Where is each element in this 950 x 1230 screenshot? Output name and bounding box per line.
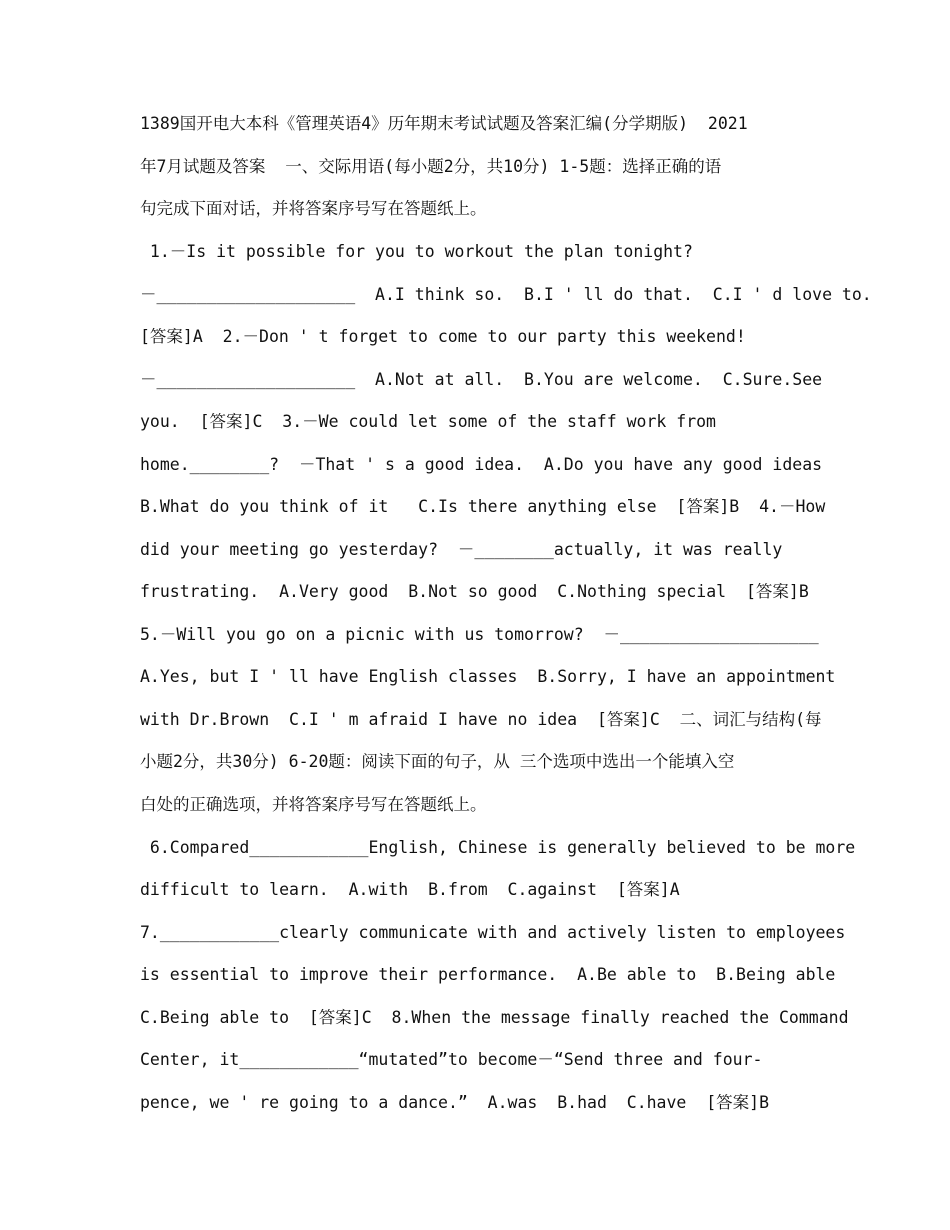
text-line: －____________________ A.Not at all. B.You are welcome. C.Sure.See: [140, 370, 823, 389]
text-line: 小题2分，共30分) 6-20题：阅读下面的句子，从 三个选项中选出一个能填入空: [140, 752, 735, 771]
text-line: C.Being able to [答案]C 8.When the message finally reached the Command: [140, 1008, 849, 1027]
text-line: 1389国开电大本科《管理英语4》历年期末考试试题及答案汇编(分学期版) 2021: [140, 114, 748, 133]
text-line: difficult to learn. A.with B.from C.against [答案]A: [140, 880, 680, 899]
text-line: did your meeting go yesterday? －________actually, it was really: [140, 540, 783, 559]
text-line: with Dr.Brown C.I ' m afraid I have no idea [答案]C 二、词汇与结构(每: [140, 710, 822, 729]
text-line: [答案]A 2.－Don ' t forget to come to our party this weekend!: [140, 327, 746, 346]
text-line: 7.____________clearly communicate with and actively listen to employees: [140, 923, 846, 942]
text-line: 句完成下面对话，并将答案序号写在答题纸上。: [140, 199, 487, 218]
text-line: 年7月试题及答案 一、交际用语(每小题2分，共10分) 1-5题：选择正确的语: [140, 157, 722, 176]
text-line: 白处的正确选项，并将答案序号写在答题纸上。: [140, 795, 487, 814]
text-line: you. [答案]C 3.－We could let some of the staff work from: [140, 412, 716, 431]
text-line: B.What do you think of it C.Is there anything else [答案]B 4.－How: [140, 497, 826, 516]
text-line: home.________? －That ' s a good idea. A.Do you have any good ideas: [140, 455, 823, 474]
text-line: 6.Compared____________English, Chinese is generally believed to be more: [140, 838, 856, 857]
text-line: 1.－Is it possible for you to workout the plan tonight?: [140, 242, 693, 261]
text-line: A.Yes, but I ' ll have English classes B.Sorry, I have an appointment: [140, 667, 836, 686]
text-line: pence, we ' re going to a dance.” A.was B.had C.have [答案]B: [140, 1093, 770, 1112]
text-line: 5.－Will you go on a picnic with us tomorrow? －____________________: [140, 625, 819, 644]
text-line: frustrating. A.Very good B.Not so good C.Nothing special [答案]B: [140, 582, 809, 601]
text-line: is essential to improve their performance. A.Be able to B.Being able: [140, 965, 836, 984]
text-line: －____________________ A.I think so. B.I ' ll do that. C.I ' d love to.: [140, 285, 872, 304]
text-line: Center, it____________“mutated”to become－“Send three and four-: [140, 1050, 763, 1069]
